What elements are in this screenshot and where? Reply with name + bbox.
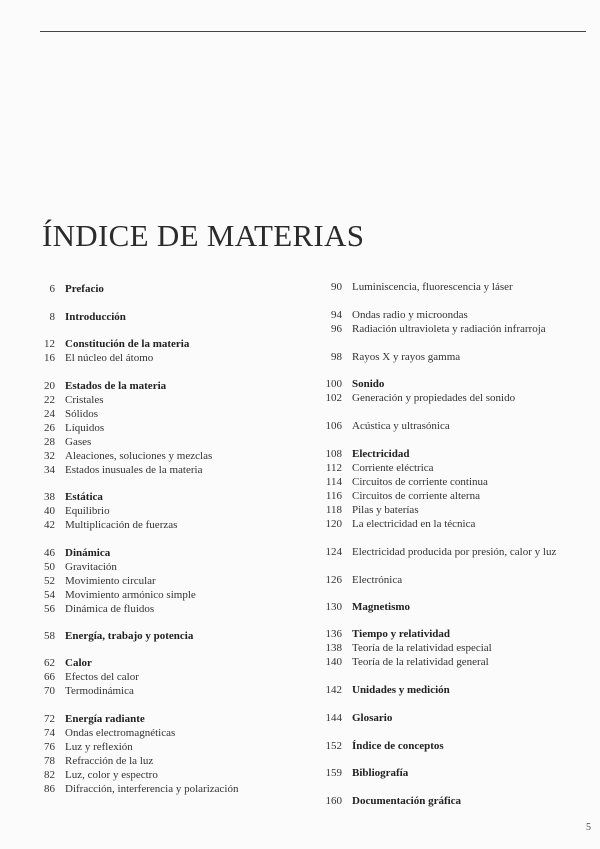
- toc-entry-title: Bibliografía: [352, 767, 409, 779]
- toc-entry: [324, 420, 450, 434]
- toc-page-number: 72: [44, 713, 55, 725]
- toc-page-number: 90: [331, 281, 342, 293]
- toc-entry-title: Pilas y baterías: [352, 504, 419, 516]
- toc-page-number: 12: [44, 338, 55, 350]
- toc-entry-title: Ondas radio y microondas: [352, 309, 468, 321]
- toc-page-number: 94: [331, 309, 342, 321]
- toc-entry-title: Estados de la materia: [65, 380, 167, 392]
- toc-entry: [324, 281, 513, 295]
- toc-entry-title: Teoría de la relatividad general: [352, 656, 489, 668]
- toc-section-heading: [40, 491, 103, 505]
- toc-entry-title: Gases: [65, 436, 92, 448]
- toc-entry-title: El núcleo del átomo: [65, 352, 154, 364]
- toc-page-number: 62: [44, 657, 55, 669]
- toc-entry-title: Constitución de la materia: [65, 338, 190, 350]
- toc-entry-title: Equilibrio: [65, 505, 110, 517]
- toc-entry-title: Luz y reflexión: [65, 741, 133, 753]
- toc-page-number: 160: [325, 795, 342, 807]
- toc-page-number: 130: [325, 601, 342, 613]
- toc-section-heading: [324, 767, 408, 781]
- toc-page-number: 70: [44, 685, 55, 697]
- top-rule: [40, 31, 586, 32]
- toc-entry: [40, 352, 153, 366]
- page-title: ÍNDICE DE MATERIAS: [42, 218, 365, 253]
- toc-entry-title: Aleaciones, soluciones y mezclas: [65, 450, 213, 462]
- toc-section-heading: [40, 311, 126, 325]
- toc-entry: [40, 783, 238, 797]
- toc-entry-title: La electricidad en la técnica: [352, 518, 476, 530]
- toc-section-heading: [40, 338, 189, 352]
- toc-entry-title: Energía, trabajo y potencia: [65, 630, 194, 642]
- toc-entry: [324, 546, 556, 560]
- toc-page-number: 112: [325, 462, 342, 474]
- toc-page-number: 144: [325, 712, 342, 724]
- toc-entry-title: Rayos X y rayos gamma: [352, 351, 461, 363]
- toc-page-number: 16: [44, 352, 55, 364]
- toc-section-heading: [40, 657, 92, 671]
- toc-page-number: 54: [44, 589, 55, 601]
- toc-entry: [40, 450, 212, 464]
- toc-entry-title: Movimiento circular: [65, 575, 156, 587]
- toc-entry: [40, 505, 110, 519]
- toc-section-heading: [40, 283, 104, 297]
- toc-entry: [40, 575, 156, 589]
- toc-section-heading: [324, 712, 392, 726]
- toc-entry-title: Tiempo y relatividad: [352, 628, 450, 640]
- toc-entry-title: Sólidos: [65, 408, 99, 420]
- toc-page-number: 106: [325, 420, 342, 432]
- toc-entry: [324, 656, 489, 670]
- toc-section-heading: [324, 448, 409, 462]
- toc-page-number: 142: [325, 684, 342, 696]
- toc-section-heading: [40, 630, 193, 644]
- toc-entry-title: Cristales: [65, 394, 104, 406]
- toc-entry: [40, 727, 175, 741]
- toc-entry: [40, 671, 139, 685]
- toc-page-number: 136: [325, 628, 342, 640]
- toc-page-number: 66: [44, 671, 55, 683]
- toc-entry: [40, 741, 133, 755]
- toc-page-number: 26: [44, 422, 55, 434]
- toc-entry-title: Sonido: [352, 378, 385, 390]
- toc-entry: [324, 476, 488, 490]
- toc-entry-title: Radiación ultravioleta y radiación infrarroja: [352, 323, 546, 335]
- toc-entry-title: Unidades y medición: [352, 684, 450, 696]
- toc-entry: [324, 504, 419, 518]
- toc-entry-title: Documentación gráfica: [352, 795, 462, 807]
- toc-page-number: 24: [44, 408, 55, 420]
- page-number: 5: [586, 822, 591, 833]
- toc-page-number: 76: [44, 741, 55, 753]
- toc-entry-title: Glosario: [352, 712, 393, 724]
- toc-entry-title: Índice de conceptos: [352, 740, 444, 752]
- toc-entry-title: Líquidos: [65, 422, 105, 434]
- toc-entry-title: Teoría de la relatividad especial: [352, 642, 492, 654]
- toc-page-number: 152: [325, 740, 342, 752]
- toc-entry: [324, 392, 515, 406]
- toc-entry-title: Estados inusuales de la materia: [65, 464, 203, 476]
- toc-page-number: 50: [44, 561, 55, 573]
- toc-entry-title: Introducción: [65, 311, 126, 323]
- toc-section-heading: [324, 740, 444, 754]
- toc-entry-title: Movimiento armónico simple: [65, 589, 196, 601]
- toc-section-heading: [40, 713, 145, 727]
- toc-entry: [40, 422, 104, 436]
- toc-section-heading: [324, 684, 450, 698]
- toc-entry-title: Corriente eléctrica: [352, 462, 434, 474]
- toc-page-number: 159: [325, 767, 342, 779]
- toc-page-number: 42: [44, 519, 55, 531]
- toc-page-number: 100: [325, 378, 342, 390]
- toc-page-number: 120: [325, 518, 342, 530]
- toc-entry-title: Ondas electromagnéticas: [65, 727, 176, 739]
- toc-entry-title: Luz, color y espectro: [65, 769, 158, 781]
- toc-entry: [40, 464, 202, 478]
- toc-entry-title: Energía radiante: [65, 713, 145, 725]
- toc-entry-title: Electricidad producida por presión, calor y luz: [352, 546, 557, 558]
- toc-page-number: 78: [44, 755, 55, 767]
- toc-entry: [324, 490, 480, 504]
- toc-page-number: 46: [44, 547, 55, 559]
- toc-page-number: 126: [325, 574, 342, 586]
- toc-page-number: 86: [44, 783, 55, 795]
- toc-page-number: 140: [325, 656, 342, 668]
- toc-entry-title: Luminiscencia, fluorescencia y láser: [352, 281, 513, 293]
- toc-page-number: 20: [44, 380, 55, 392]
- toc-entry-title: Dinámica: [65, 547, 111, 559]
- toc-entry: [324, 351, 460, 365]
- toc-page-number: 116: [325, 490, 342, 502]
- toc-page-number: 56: [44, 603, 55, 615]
- toc-section-heading: [324, 795, 461, 809]
- toc-entry-title: Calor: [65, 657, 92, 669]
- toc-page-number: 40: [44, 505, 55, 517]
- toc-entry-title: Gravitación: [65, 561, 117, 573]
- toc-entry: [40, 408, 98, 422]
- toc-page-number: 138: [325, 642, 342, 654]
- toc-entry-title: Generación y propiedades del sonido: [352, 392, 516, 404]
- toc-entry-title: Dinámica de fluidos: [65, 603, 155, 615]
- toc-entry-title: Difracción, interferencia y polarización: [65, 783, 239, 795]
- toc-page-number: 114: [325, 476, 342, 488]
- toc-entry: [40, 685, 134, 699]
- toc-entry: [324, 642, 492, 656]
- toc-page-number: 108: [325, 448, 342, 460]
- toc-section-heading: [40, 380, 166, 394]
- toc-page-number: 82: [44, 769, 55, 781]
- toc-page-number: 8: [49, 311, 55, 323]
- toc-entry: [324, 574, 402, 588]
- toc-page-number: 118: [325, 504, 342, 516]
- toc-entry: [40, 394, 104, 408]
- toc-section-heading: [324, 378, 384, 392]
- toc-entry: [324, 323, 546, 337]
- toc-section-heading: [324, 628, 450, 642]
- toc-page-number: 22: [44, 394, 55, 406]
- toc-entry-title: Prefacio: [65, 283, 104, 295]
- toc-page-number: 38: [44, 491, 55, 503]
- toc-entry: [40, 436, 91, 450]
- toc-page-number: 58: [44, 630, 55, 642]
- toc-entry-title: Acústica y ultrasónica: [352, 420, 450, 432]
- toc-entry: [324, 462, 434, 476]
- toc-entry: [324, 309, 468, 323]
- toc-entry: [40, 561, 117, 575]
- toc-page-number: 28: [44, 436, 55, 448]
- toc-page-number: 34: [44, 464, 55, 476]
- toc-page-number: 32: [44, 450, 55, 462]
- toc-page-number: 98: [331, 351, 342, 363]
- toc-entry: [40, 603, 154, 617]
- toc-entry: [40, 519, 177, 533]
- toc-entry: [40, 755, 153, 769]
- toc-entry: [40, 589, 196, 603]
- toc-page-number: 74: [44, 727, 55, 739]
- toc-entry-title: Circuitos de corriente alterna: [352, 490, 480, 502]
- toc-entry-title: Multiplicación de fuerzas: [65, 519, 178, 531]
- toc-entry-title: Electrónica: [352, 574, 403, 586]
- toc-entry-title: Efectos del calor: [65, 671, 139, 683]
- toc-page-number: 6: [49, 283, 55, 295]
- toc-entry-title: Termodinámica: [65, 685, 134, 697]
- toc-page-number: 124: [325, 546, 342, 558]
- toc-page-number: 52: [44, 575, 55, 587]
- toc-entry-title: Electricidad: [352, 448, 410, 460]
- toc-entry: [324, 518, 475, 532]
- toc-section-heading: [40, 547, 110, 561]
- toc-entry: [40, 769, 158, 783]
- toc-page-number: 102: [325, 392, 342, 404]
- toc-entry-title: Refracción de la luz: [65, 755, 154, 767]
- toc-entry-title: Circuitos de corriente continua: [352, 476, 488, 488]
- toc-entry-title: Estática: [65, 491, 103, 503]
- toc-section-heading: [324, 601, 410, 615]
- toc-page-number: 96: [331, 323, 342, 335]
- toc-entry-title: Magnetismo: [352, 601, 411, 613]
